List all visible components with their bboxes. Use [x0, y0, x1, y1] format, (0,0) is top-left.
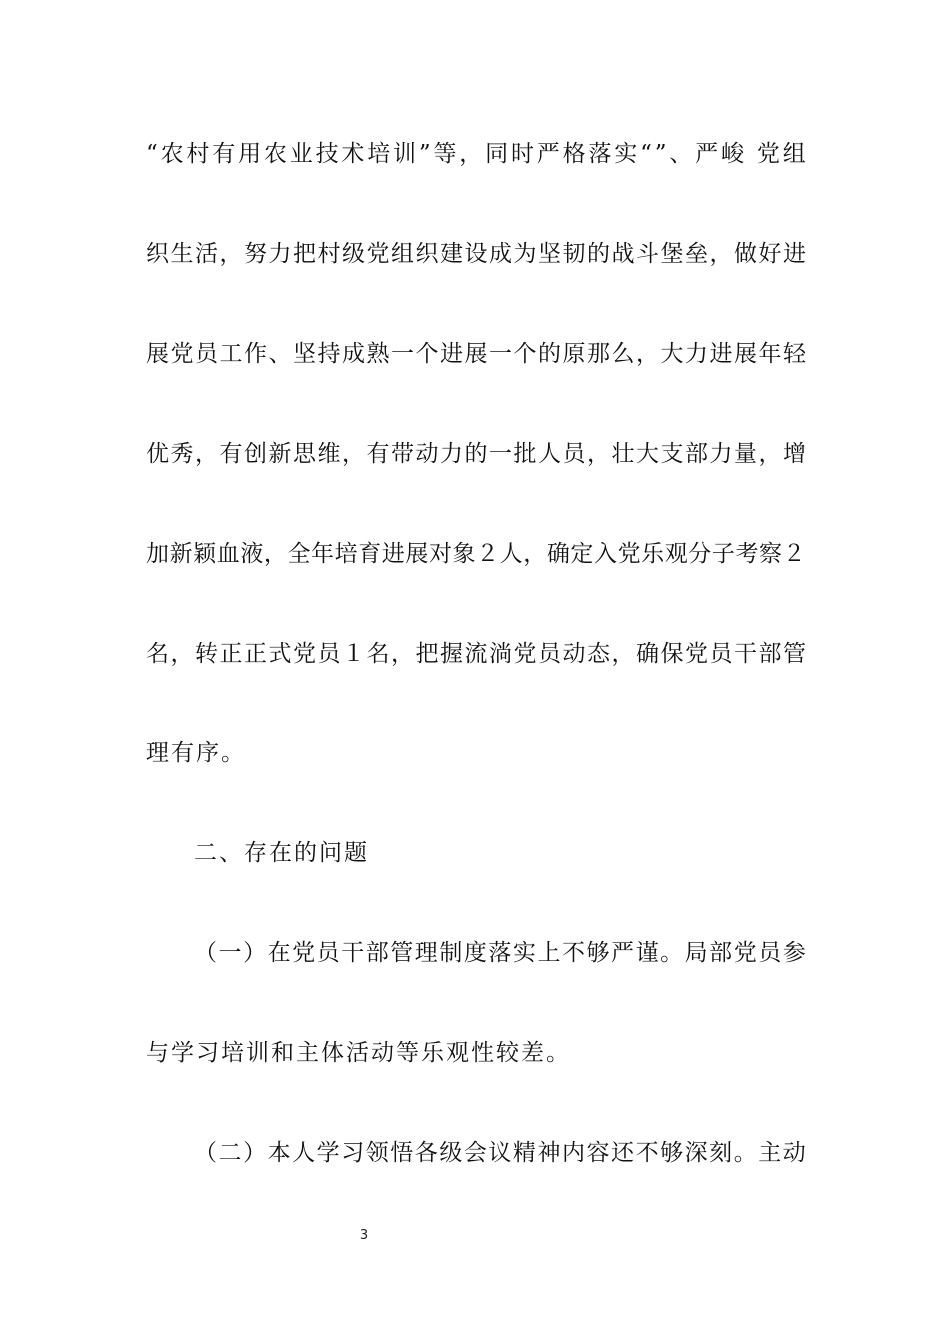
- page-number: 3: [359, 1228, 369, 1243]
- body-text-line-7: 理有序。: [146, 740, 246, 766]
- body-text-line-2: 织 生 活 ， 努 力 把 村 级 党 组 织 建 设 成 为 坚 韧 的 战 斗 堡 垒 ， 做 好 进: [146, 241, 806, 267]
- body-text-line-5: 加 新 颖 血 液 ， 全 年 培 育 进 展 对 象 ２ 人 ， 确 定 入 党 乐 观 分 子 考 察 ２: [146, 541, 806, 567]
- body-text-line-9: 与学习培训和主体活动等乐观性较差。: [146, 1040, 571, 1066]
- body-text-line-1: “ 农 村 有 用 农 业 技 术 培 训 ” 等 ， 同 时 严 格 落 实 “ ” 、 严 峻 党 组: [146, 141, 806, 167]
- body-text-line-4: 优 秀 ， 有 创 新 思 维 ， 有 带 动 力 的 一 批 人 员 ， 壮 大 支 部 力 量 ， 增: [146, 441, 806, 467]
- body-text-line-10: （ 二 ） 本 人 学 习 领 悟 各 级 会 议 精 神 内 容 还 不 够 深 刻 。 主 动: [194, 1140, 806, 1166]
- section-heading: 二、存在的问题: [194, 840, 369, 866]
- body-text-line-8: （ 一 ） 在 党 员 干 部 管 理 制 度 落 实 上 不 够 严 谨 。 局 部 党 员 参: [194, 940, 806, 966]
- body-text-line-3: 展 党 员 工 作 、 坚 持 成 熟 一 个 进 展 一 个 的 原 那 么 ， 大 力 进 展 年 轻: [146, 341, 806, 367]
- body-text-line-6: 名 ， 转 正 正 式 党 员 １ 名 ， 把 握 流 淌 党 员 动 态 ， 确 保 党 员 干 部 管: [146, 641, 806, 667]
